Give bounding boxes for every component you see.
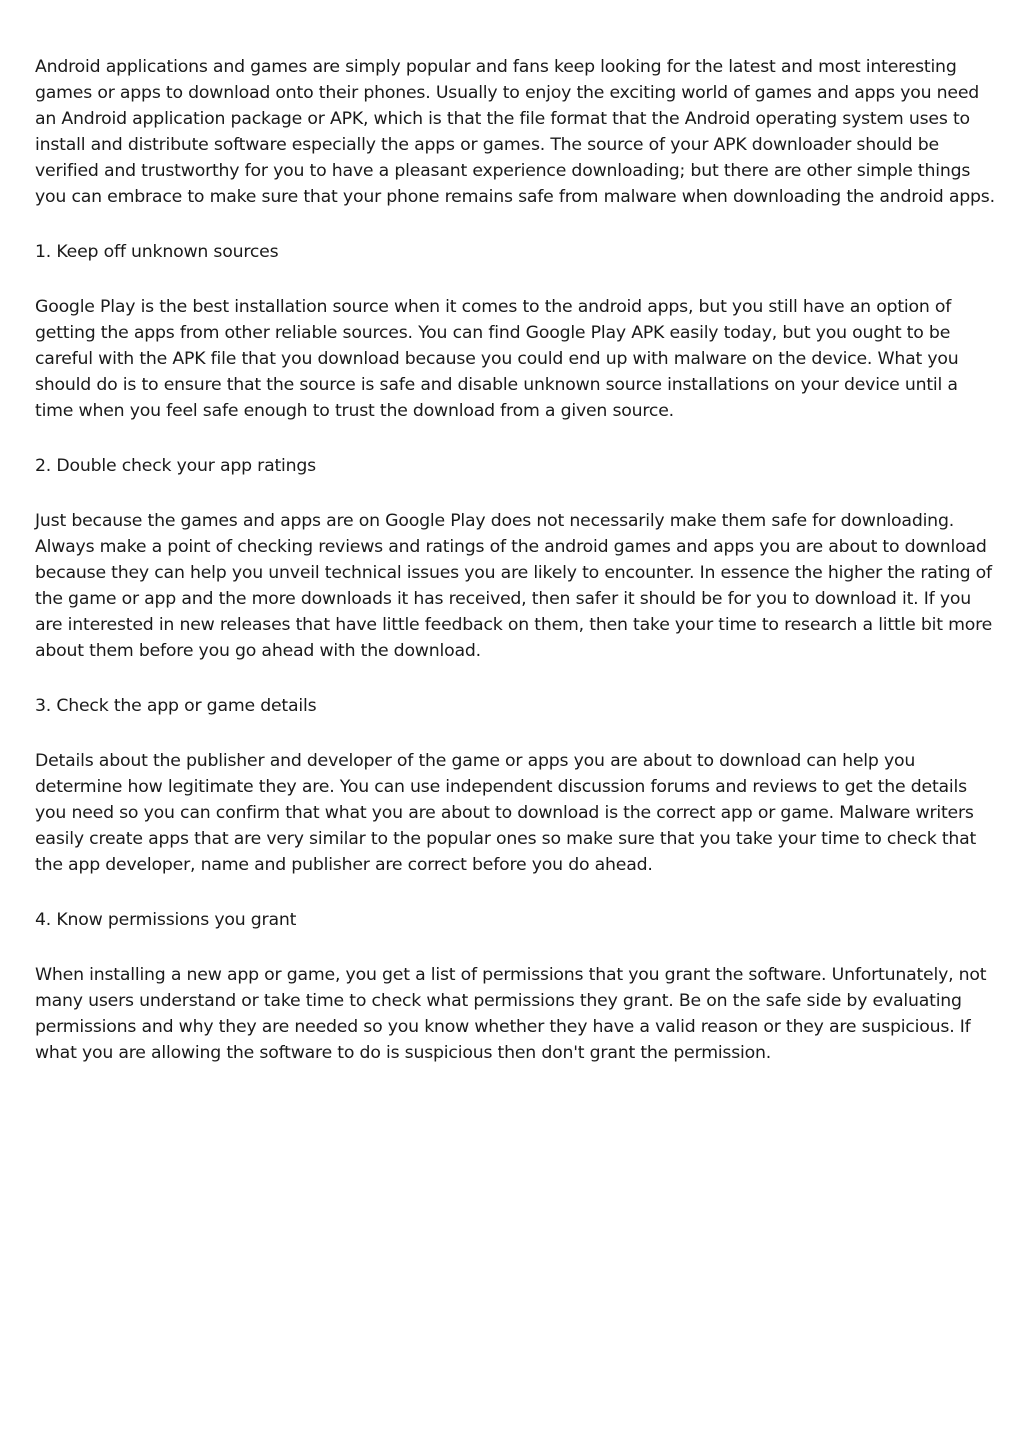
document-page — [35, 54, 995, 1095]
section-body-3: Details about the publisher and developer of the game or apps you are about to download can help you determine how legitimate they are. You can use independent discussion forums and reviews to get the details you need so you can confirm that what you are about to download is the correct app or game. Malware writers easily create apps that are very similar to the popular ones so make sure that you take your time to check that the app developer, name and publisher are correct before you do ahead. — [35, 751, 977, 875]
section-heading-2: 2. Double check your app ratings — [35, 456, 316, 476]
intro-paragraph: Android applications and games are simply popular and fans keep looking for the latest and most interesting games or apps to download onto their phones. Usually to enjoy the exciting world of games and apps you need an Android application package or APK, which is that the file format that the Android operating system uses to install and distribute software especially the apps or games. The source of your APK downloader should be verified and trustworthy for you to have a pleasant experience downloading; but there are other simple things you can embrace to make sure that your phone remains safe from malware when downloading the android apps. — [35, 57, 995, 207]
section-body-1: Google Play is the best installation source when it comes to the android apps, but you still have an option of getting the apps from other reliable sources. You can find Google Play APK easily today, but you ought to be careful with the APK file that you download because you could end up with malware on the device. What you should do is to ensure that the source is safe and disable unknown source installations on your device until a time when you feel safe enough to trust the download from a given source. — [35, 297, 959, 421]
section-heading-3: 3. Check the app or game details — [35, 696, 317, 716]
section-body-2: Just because the games and apps are on Google Play does not necessarily make them safe for downloading. Always make a point of checking reviews and ratings of the android games and apps you are about to download because they can help you unveil technical issues you are likely to encounter. In essence the higher the rating of the game or app and the more downloads it has received, then safer it should be for you to download it. If you are interested in new releases that have little feedback on them, then take your time to research a little bit more about them before you go ahead with the download. — [35, 511, 993, 661]
section-heading-1: 1. Keep off unknown sources — [35, 242, 279, 262]
section-heading-4: 4. Know permissions you grant — [35, 910, 297, 930]
section-body-4: When installing a new app or game, you get a list of permissions that you grant the software. Unfortunately, not many users understand or take time to check what permissions they grant. Be on the safe side by evaluating permissions and why they are needed so you know whether they have a valid reason or they are suspicious. If what you are allowing the software to do is suspicious then don't grant the permission. — [35, 965, 987, 1063]
